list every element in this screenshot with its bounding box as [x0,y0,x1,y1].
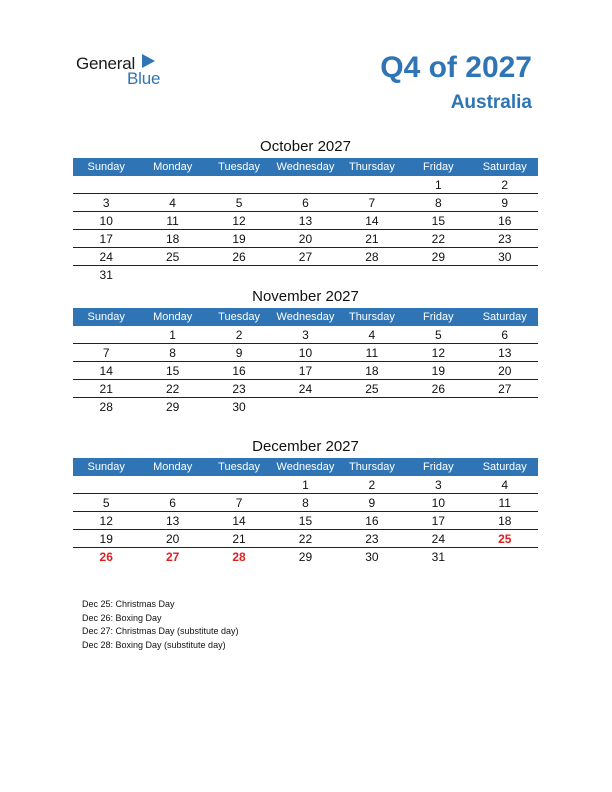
day-cell: 1 [434,178,442,192]
day-cell: 23 [365,532,379,546]
day-cell: 19 [431,364,445,378]
day-cell: 16 [498,214,512,228]
day-cell [73,326,139,343]
day-cell: 1 [169,328,176,342]
month-calendar [73,286,538,415]
day-cell: 15 [431,214,445,228]
day-cell: 22 [165,382,180,396]
day-cell: 7 [368,196,376,210]
day-cell: 20 [498,364,512,378]
day-cell: 17 [431,514,445,528]
day-cell [472,398,538,415]
weekday-label: Sunday [87,311,125,323]
week-row [73,548,538,565]
week-row [73,362,538,380]
week-row [73,212,538,230]
holiday-day-cell: 27 [165,550,180,564]
day-cell [272,176,338,193]
weekday-label: Monday [153,311,193,323]
weekday-label: Tuesday [218,311,260,323]
weekday-label: Friday [423,161,454,173]
day-cell: 12 [431,346,445,360]
day-cell [206,176,272,193]
day-cell: 10 [99,214,113,228]
day-cell: 17 [99,232,113,246]
day-cell: 9 [501,196,509,210]
country-name: Australia [450,92,532,113]
weekday-label: Thursday [348,161,395,173]
weekday-label: Wednesday [276,461,335,473]
day-cell: 21 [365,232,379,246]
day-cell: 3 [102,196,110,210]
day-cell: 8 [434,196,442,210]
day-cell: 12 [232,214,246,228]
day-cell: 6 [169,496,176,510]
day-cell [139,476,205,493]
day-cell: 18 [498,514,512,528]
day-cell: 5 [434,328,442,342]
day-cell: 25 [165,250,180,264]
day-cell [272,398,338,415]
day-cell: 21 [99,382,113,396]
day-cell: 4 [169,196,176,210]
day-cell [472,548,538,565]
day-cell: 24 [99,250,113,264]
week-row [73,248,538,266]
day-cell [405,398,471,415]
day-cell [339,176,405,193]
day-cell [206,266,272,283]
weekday-label: Friday [423,311,454,323]
day-cell: 18 [365,364,379,378]
weekday-label: Tuesday [218,161,260,173]
day-cell: 8 [169,346,176,360]
day-cell: 4 [501,478,509,492]
day-cell [206,476,272,493]
day-cell: 3 [434,478,442,492]
day-cell: 6 [302,196,309,210]
day-cell: 27 [298,250,313,264]
day-cell: 13 [498,346,512,360]
day-cell [405,266,471,283]
month-title: December 2027 [252,438,359,455]
day-cell: 20 [165,532,180,546]
weekday-label: Saturday [482,311,527,323]
month-title: October 2027 [260,138,351,155]
week-row [73,530,538,548]
day-cell: 5 [102,496,110,510]
week-row [73,380,538,398]
day-cell: 25 [365,382,379,396]
day-cell: 11 [365,346,379,360]
holiday-day-cell: 25 [498,532,512,546]
day-cell: 26 [431,382,445,396]
logo-blue-text: Blue [127,69,161,88]
week-row [73,344,538,362]
day-cell: 17 [298,364,313,378]
day-cell [272,266,338,283]
day-cell: 8 [302,496,309,510]
day-cell: 22 [431,232,445,246]
month-title: November 2027 [252,288,359,305]
weekday-label: Wednesday [276,311,335,323]
day-cell: 30 [498,250,512,264]
week-row [73,476,538,494]
logo-flag-icon [142,54,155,68]
holiday-day-cell: 28 [232,550,246,564]
day-cell: 13 [298,214,313,228]
day-cell: 11 [498,496,511,510]
holiday-notes [82,598,239,652]
day-cell: 4 [368,328,376,342]
day-cell: 29 [165,400,180,414]
weekday-label: Monday [153,461,193,473]
day-cell: 19 [99,532,113,546]
holiday-note: Dec 28: Boxing Day (substitute day) [82,639,226,650]
weekday-label: Saturday [482,161,527,173]
day-cell: 14 [99,364,113,378]
day-cell [73,476,139,493]
day-cell: 6 [501,328,509,342]
holiday-note: Dec 25: Christmas Day [82,599,175,609]
day-cell: 31 [99,268,113,282]
generalblue-logo [76,52,186,88]
day-cell: 16 [232,364,246,378]
day-cell: 27 [498,382,512,396]
day-cell: 29 [298,550,313,564]
weekday-label: Sunday [87,461,125,473]
day-cell: 9 [368,496,376,510]
day-cell: 10 [298,346,313,360]
weekday-label: Thursday [348,311,395,323]
day-cell: 13 [165,514,180,528]
day-cell: 1 [302,478,309,492]
weekday-header [73,458,538,476]
week-row [73,398,538,415]
day-cell: 21 [232,532,246,546]
day-cell: 24 [298,382,313,396]
day-cell [73,176,139,193]
day-cell: 16 [365,514,379,528]
day-cell: 2 [235,328,243,342]
day-cell: 11 [166,214,179,228]
holiday-day-cell: 26 [99,550,113,564]
day-cell [139,266,205,283]
day-cell: 19 [232,232,246,246]
day-cell: 23 [232,382,246,396]
month-calendar [73,436,538,565]
day-cell: 14 [232,514,246,528]
holiday-note: Dec 26: Boxing Day [82,612,162,623]
weekday-label: Friday [423,461,454,473]
day-cell: 9 [235,346,243,360]
day-cell: 30 [365,550,379,564]
day-cell: 22 [298,532,313,546]
week-row [73,494,538,512]
weekday-label: Wednesday [276,161,335,173]
day-cell: 7 [235,496,243,510]
quarter-title: Q4 of 2027 [380,51,532,84]
weekday-label: Tuesday [218,461,260,473]
day-cell: 28 [99,400,113,414]
weekday-header [73,158,538,176]
weekday-label: Monday [153,161,193,173]
week-row [73,512,538,530]
day-cell [472,266,538,283]
weekday-label: Thursday [348,461,395,473]
day-cell: 15 [165,364,180,378]
day-cell: 12 [99,514,113,528]
day-cell: 2 [368,478,376,492]
day-cell: 29 [431,250,445,264]
day-cell: 5 [235,196,243,210]
month-calendar [73,136,538,283]
day-cell: 26 [232,250,246,264]
day-cell: 15 [298,514,313,528]
week-row [73,326,538,344]
day-cell [139,176,205,193]
weekday-label: Sunday [87,161,125,173]
week-row [73,176,538,194]
day-cell: 28 [365,250,379,264]
week-row [73,230,538,248]
day-cell: 2 [501,178,509,192]
weekday-label: Saturday [482,461,527,473]
day-cell: 23 [498,232,512,246]
day-cell [339,398,405,415]
day-cell: 18 [165,232,180,246]
day-cell: 31 [431,550,445,564]
logo-general-text: General [76,54,136,73]
day-cell: 24 [431,532,445,546]
day-cell: 30 [232,400,246,414]
day-cell: 10 [431,496,445,510]
holiday-note: Dec 27: Christmas Day (substitute day) [82,626,239,636]
week-row [73,194,538,212]
day-cell: 20 [298,232,313,246]
day-cell: 7 [102,346,110,360]
week-row [73,266,538,283]
weekday-header [73,308,538,326]
day-cell: 14 [365,214,379,228]
day-cell [339,266,405,283]
day-cell: 3 [302,328,309,342]
